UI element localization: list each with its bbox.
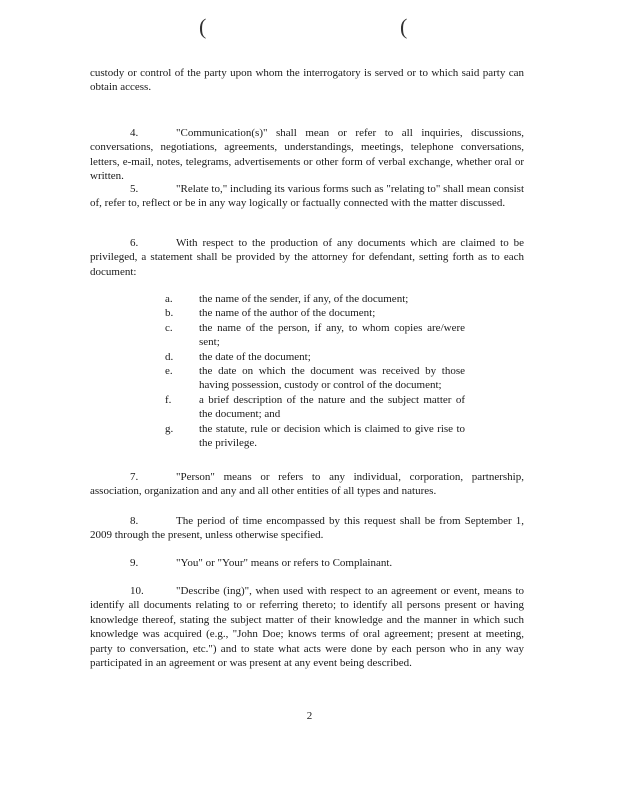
- paragraph-8: [90, 514, 524, 543]
- paragraph-number: 6.: [130, 237, 139, 249]
- paragraph-text: "Relate to," including its various forms such as "relating to" shall mean consist of, refer to, reflect or be in any way logically or factually connected with the matter discussed.: [90, 183, 524, 210]
- list-item-text: the date of the document;: [199, 350, 311, 363]
- paragraph-5: [90, 182, 524, 211]
- list-item-text: the statute, rule or decision which is claimed to give rise to the privilege.: [199, 422, 465, 450]
- paragraph-9: [90, 556, 524, 570]
- paragraph-number: 8.: [130, 515, 139, 527]
- list-item: [165, 321, 465, 350]
- paragraph-10: [90, 584, 524, 670]
- list-item: [165, 350, 465, 364]
- paragraph-4: [90, 126, 524, 184]
- list-item: [165, 306, 465, 320]
- paragraph-number: 4.: [130, 127, 139, 139]
- paragraph-number: 7.: [130, 471, 139, 483]
- list-item-label: c.: [165, 321, 173, 334]
- continuation-paragraph: custody or control of the party upon whom the interrogatory is served or to which said party can obtain access.: [90, 67, 524, 94]
- list-item-text: the name of the sender, if any, of the document;: [199, 293, 409, 305]
- list-item-text: a brief description of the nature and the subject matter of the document; and: [199, 393, 465, 421]
- privilege-log-list: [165, 292, 465, 450]
- scan-mark-right: (: [400, 14, 408, 39]
- list-item-text: the name of the person, if any, to whom copies are/were sent;: [199, 321, 465, 349]
- paragraph-text: "Person" means or refers to any individual, corporation, partnership, association, organization and any and all other entities of all types and natures.: [90, 471, 524, 498]
- paragraph-number: 9.: [130, 557, 139, 569]
- list-item-label: g.: [165, 422, 174, 435]
- list-item-text: the name of the author of the document;: [199, 307, 376, 320]
- list-item: [165, 292, 465, 306]
- scan-mark-left: (: [199, 14, 207, 39]
- list-item-text: the date on which the document was received by those having possession, custody or control of the document;: [199, 365, 465, 392]
- paragraph-text: With respect to the production of any documents which are claimed to be privileged, a statement shall be provided by the attorney for defendant, setting forth as to each document:: [90, 237, 524, 278]
- list-item-label: b.: [165, 307, 174, 320]
- list-item-label: a.: [165, 293, 173, 305]
- list-item-label: e.: [165, 365, 173, 378]
- paragraph-text: "Communication(s)" shall mean or refer to all inquiries, discussions, conversations, negotiations, agreements, understandings, meetings, telephone conversations, letters, e-mail, notes, telegrams, advertisements or other form of verbal exchange, whether oral or written.: [90, 127, 524, 183]
- list-item: [165, 393, 465, 422]
- paragraph-text: The period of time encompassed by this request shall be from September 1, 2009 through the present, unless otherwise specified.: [90, 515, 524, 542]
- list-item: [165, 422, 465, 451]
- paragraph-text: "You" or "Your" means or refers to Complainant.: [176, 557, 393, 569]
- list-item-label: d.: [165, 350, 174, 363]
- list-item: [165, 364, 465, 393]
- paragraph-text: "Describe (ing)", when used with respect to an agreement or event, means to identify all documents relating to or referring thereto; to identify all persons present or having knowledge thereof, stating the subject matter of their knowledge and the manner in which such knowledge was acquired (e.g., "John Doe; knows terms of oral agreement; present at meeting, party to conversation, etc.") and to state what acts were done by each person who in any way participated in an agreement or was present at any event being described.: [90, 585, 524, 670]
- paragraph-number: 10.: [130, 585, 144, 597]
- paragraph-7: [90, 470, 524, 499]
- page-number: 2: [306, 710, 313, 722]
- list-item-label: f.: [165, 393, 172, 406]
- paragraph-6: [90, 236, 524, 279]
- paragraph-number: 5.: [130, 183, 139, 195]
